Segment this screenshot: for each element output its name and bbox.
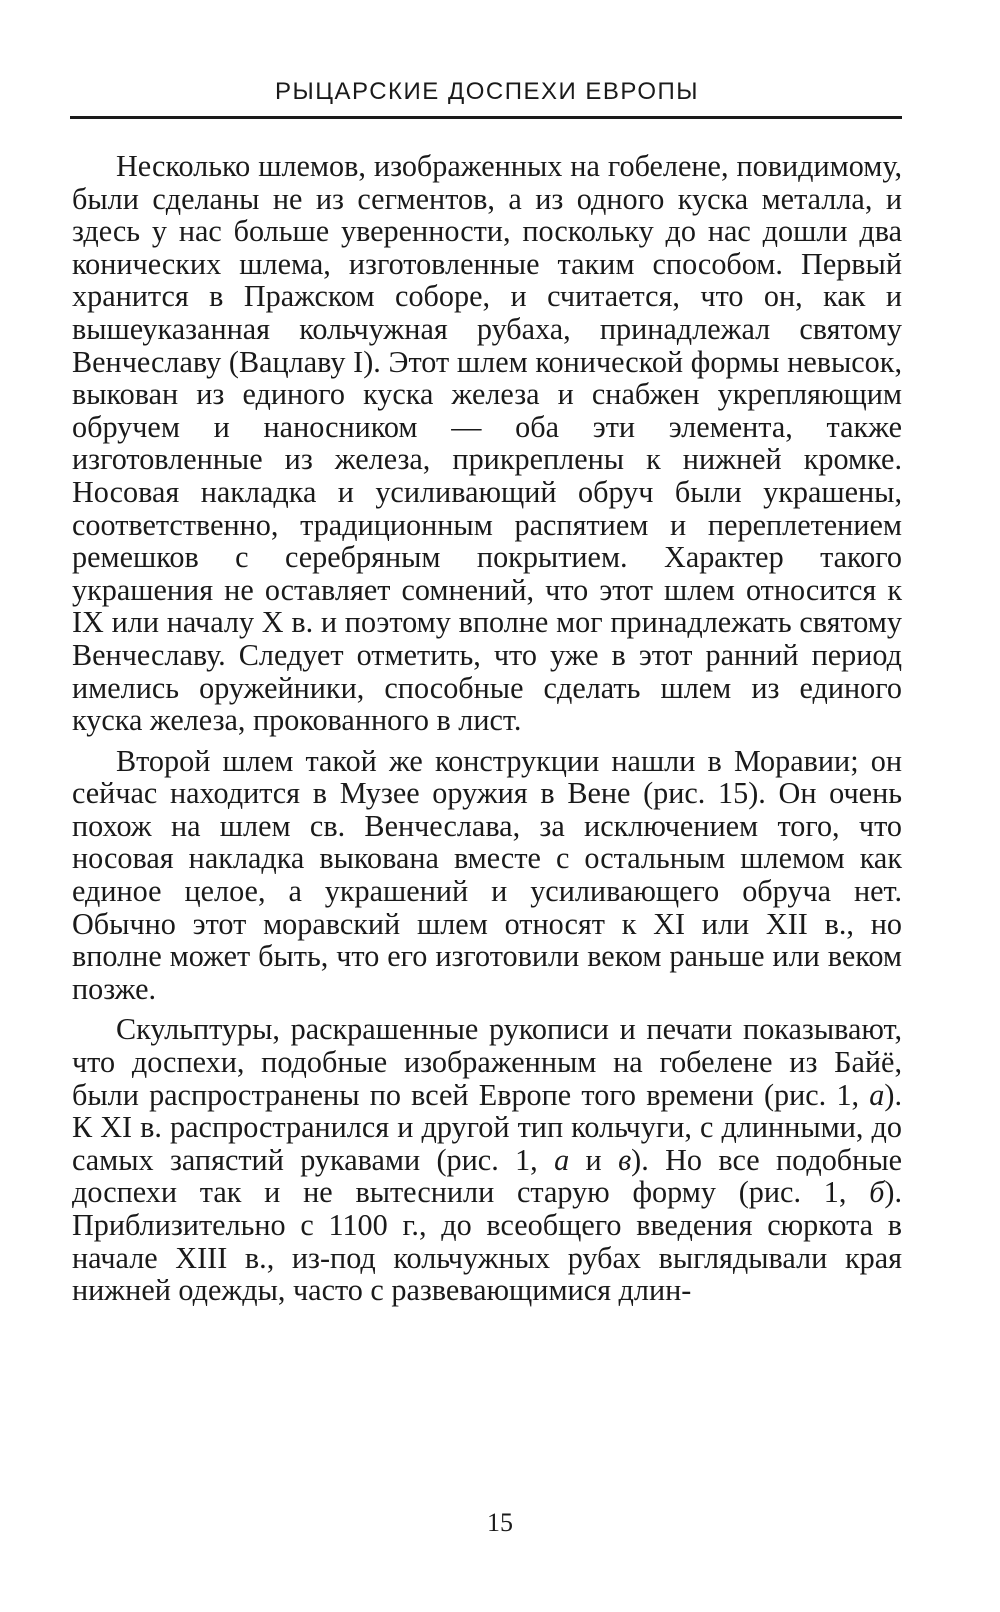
figure-letter-ref: а: [554, 1142, 570, 1177]
header-rule: [70, 116, 902, 119]
running-head-title: РЫЦАРСКИЕ ДОСПЕХИ ЕВРОПЫ: [274, 78, 700, 105]
text-run: Второй шлем такой же конструкции нашли в Моравии; он сейчас находится в Музее оружия в Вене (рис. 15). Он очень похож на шлем св. Венчеслава, за исключением того, что носовая накладка выкована вместе с остальным шлемом как единое целое, а украшений и усиливающего обруча нет. Обычно этот моравский шлем относят к XI или XII в., но вполне может быть, что его изготовили веком раньше или веком позже.: [72, 743, 902, 1006]
paragraph: [72, 1013, 902, 1306]
paragraph: [72, 745, 902, 1006]
body-text: [72, 150, 902, 1315]
text-run: ). Но все подобные доспехи так и не вытеснили старую форму (рис. 1,: [72, 1142, 903, 1210]
paragraph: [72, 150, 902, 737]
page-number: 15: [487, 1508, 513, 1537]
text-run: Несколько шлемов, изображенных на гобелене, повидимому, были сделаны не из сегментов, а из одного куска металла, и здесь у нас больше уверенности, поскольку до нас дошли два конических шлема, изготовленные таким способом. Первый хранится в Пражском соборе, и считается, что он, как и вышеуказанная кольчужная рубаха, принадлежал святому Венчеславу (Вацлаву I). Этот шлем конической формы невысок, выкован из единого куска железа и снабжен укрепляющим обручем и наносником — оба эти элемента, также изготовленные из железа, прикреплены к нижней кромке. Носовая накладка и усиливающий обруч были украшены, соответственно, традиционным распятием и переплетением ремешков с серебряным покрытием. Характер такого украшения не оставляет сомнений, что этот шлем относится к IX или началу X в. и поэтому вполне мог принадлежать святому Венчеславу. Следует отметить, что уже в этот ранний период имелись оружейники, способные сделать шлем из единого куска железа, прокованного в лист.: [72, 149, 902, 738]
text-run: и: [569, 1142, 619, 1177]
figure-letter-ref: в: [618, 1142, 632, 1177]
figure-letter-ref: а: [869, 1077, 885, 1112]
text-run: ). К XI в. распространился и другой тип кольчуги, с длинными, до самых запястий рукавами (рис. 1,: [72, 1077, 902, 1177]
text-run: Скульптуры, раскрашенные рукописи и печати показывают, что доспехи, подобные изображенным на гобелене из Байё, были распространены по всей Европе того времени (рис. 1,: [72, 1012, 902, 1112]
figure-letter-ref: б: [869, 1175, 885, 1210]
text-run: ). Приблизительно с 1100 г., до всеобщего введения сюркота в начале XIII в., из-под кольчужных рубах выглядывали края нижней одежды, часто с развевающимися длин-: [72, 1175, 902, 1308]
